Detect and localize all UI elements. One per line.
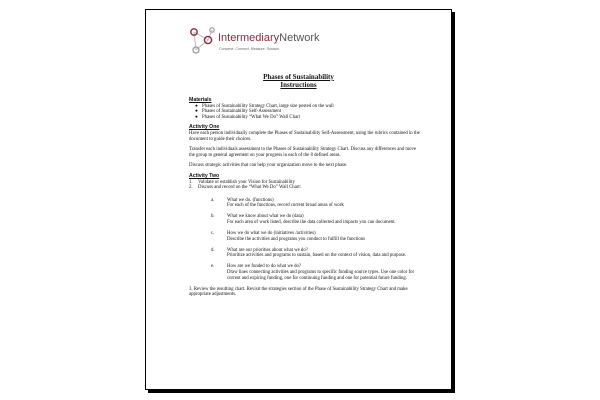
bullet-icon: ● — [195, 109, 198, 115]
logo-tagline: Convene. Connect. Measure. Sustain. — [219, 47, 280, 51]
activity-two-heading: Activity Two — [189, 172, 220, 179]
bullet-icon: ● — [195, 114, 198, 120]
activity-one-heading: Activity One — [189, 124, 220, 131]
logo-wordmark: IntermediaryNetwork — [218, 32, 320, 44]
document-body — [189, 98, 421, 303]
network-mark-icon — [188, 26, 216, 56]
activity-one-paragraph-3: Discuss strategic activities that can help your organization move to the next phase. — [189, 163, 348, 169]
activity-two-steps — [189, 180, 421, 191]
activity-two-step-3: 3. Review the resulting chart. Revisit the strategies section of the Phase of Sustainability Strategy Chart and make appropriate adjustments. — [189, 286, 408, 298]
list-item: 2. Discuss and record on the “What We Do” Wall Chart: — [189, 185, 302, 191]
list-item: d. What are our priorities about what we do? Prioritize activities and programs to sustain, based on the context of vision, data and purpose. — [211, 247, 407, 259]
list-item: ● Phases of Sustainability Strategy Chart, large size posted on the wall — [195, 103, 334, 109]
list-item: ● Phases of Sustainability “What We Do” Wall Chart — [195, 114, 301, 120]
activity-one-paragraph-2: Transfer each individuals assessment to the Phases of Sustainability Strategy Chart. Discuss any differences and move the group to general agreement on your progress in each of the 8 defined areas. — [189, 147, 417, 158]
activity-two-substeps — [189, 198, 421, 282]
materials-list — [189, 104, 421, 121]
list-item: a. What we do. (functions) For each of the functions, record current broad areas of work — [211, 197, 344, 209]
activity-one-paragraph-1: Have each person individually complete the Phases of Sustainability Self-Assessment, using the rubrics contained in the document to guide their choices. — [189, 130, 420, 142]
list-item: c. How we do what we do (initiatives /activities) Describe the activities and programs you conduct to fulfill the functions — [211, 231, 366, 242]
document-page — [145, 9, 452, 390]
list-item: 1. Validate or establish your Vision for Sustainability — [189, 179, 295, 185]
list-item: e. How are we funded to do what we do? Draw lines connecting activities and programs to specific funding source types. Use one color for current and expiring funding, one for continuing funding and one for potential future funding. — [211, 264, 415, 281]
document-title: Phases of Sustainability — [263, 73, 334, 81]
document-subtitle: Instructions — [280, 81, 317, 89]
bullet-icon: ● — [195, 103, 198, 109]
intermediary-network-logo — [188, 26, 388, 62]
list-item: ● Phases of Sustainability Self-Assessment — [195, 109, 282, 115]
list-item: b. What we know about what we do (data) For each area of work listed, describe the data collected and impacts you can document. — [211, 214, 396, 225]
materials-heading: Materials — [189, 97, 212, 103]
